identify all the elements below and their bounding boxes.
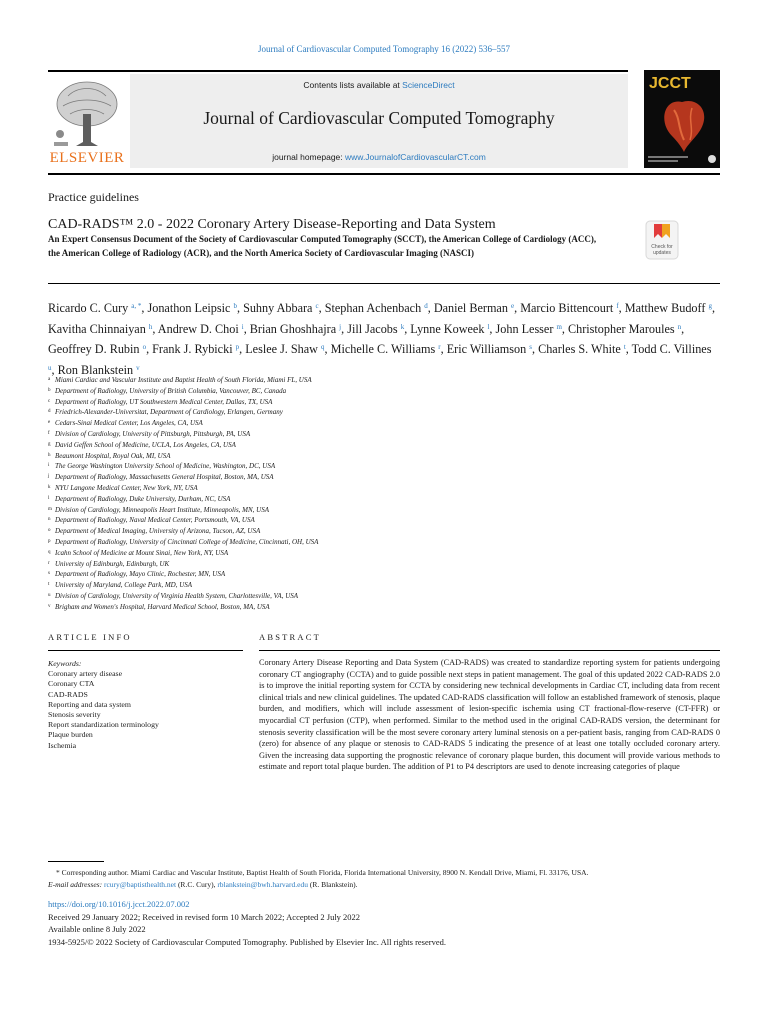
author[interactable] [331, 342, 441, 356]
author[interactable] [147, 301, 236, 315]
publication-info [48, 898, 720, 948]
affiliation [48, 397, 720, 408]
affiliation-letter: p [48, 538, 51, 544]
affiliation-letter: k [48, 484, 51, 490]
keyword: CAD-RADS [48, 689, 88, 699]
homepage-prefix: journal homepage: [272, 152, 345, 162]
affiliation-letter: o [48, 528, 51, 534]
affiliation [48, 559, 720, 570]
crossmark-line2: updates [653, 250, 671, 256]
affiliation-text: Department of Radiology, Duke University, Durham, NC, USA [55, 494, 231, 503]
affiliation-letter: t [48, 582, 50, 588]
keyword: Ischemia [48, 740, 77, 750]
author-name: Jill Jacobs [347, 321, 398, 336]
author-affiliation-marker[interactable]: i [241, 322, 244, 331]
affiliation [48, 548, 720, 559]
affiliation [48, 375, 720, 386]
affiliation [48, 461, 720, 472]
author-name: Ron Blankstein [57, 362, 134, 377]
author[interactable] [520, 301, 618, 315]
author-affiliation-marker[interactable]: l [487, 322, 490, 331]
author-affiliation-marker[interactable]: b [233, 302, 237, 310]
author[interactable] [48, 342, 146, 356]
keyword: Stenosis severity [48, 710, 101, 720]
author[interactable] [152, 342, 239, 356]
author-affiliation-marker[interactable]: g [708, 302, 712, 310]
abstract-text: Coronary Artery Disease Reporting and Data System (CAD-RADS) was created to standardize reporting system for patients undergoing coronary CT angiography (CCTA) and to guide possible next steps in patient management. The goal of this updated 2022 CAD-RADS 2.0 is to improve the initial reporting system for CCTA by considering new technical developments in Cardiac CT, including data from recent clinical trials and new clinical guidelines. The updated CAD-RADS classification will follow an established framework of stenosis, plaque burden, and modifiers, which will include assessment of lesion-specific ischemia using CT fractional-flow-reserve (CT-FFR) or myocardial CT perfusion (CTP), when performed. Similar to the method used in the original CAD-RADS version, the determinant for stenosis severity classification will be the most severe coronary artery luminal stenosis on a per-patient basis, ranging from CAD-RADS 0 (zero) for absence of any plaque or stenosis to CAD-RADS 5 indicating the presence of at least one totally occluded coronary artery. Given the increasing data supporting the prognostic relevance of coronary plaque burden, this document will provide various methods to estimate and report total plaque burden. The addition of P1 to P4 descriptors are used to denote increasing categories of plaque [259, 658, 720, 772]
author[interactable] [158, 322, 244, 336]
affiliation-list [48, 375, 720, 613]
affiliation-text: Department of Radiology, UT Southwestern Medical Center, Dallas, TX, USA [55, 397, 273, 406]
affiliation-letter: q [48, 549, 51, 555]
affiliation-letter: r [48, 560, 50, 566]
author[interactable] [48, 301, 141, 315]
author-affiliation-marker[interactable]: o [142, 343, 147, 351]
author-name: Frank J. Rybicki [152, 342, 233, 356]
abstract-rule [259, 650, 720, 651]
affiliation-text: Department of Radiology, Mayo Clinic, Rochester, MN, USA [55, 570, 226, 579]
elsevier-wordmark: ELSEVIER [49, 150, 125, 166]
affiliation [48, 505, 720, 516]
author-name: Andrew D. Choi [157, 321, 239, 336]
elsevier-tree-icon [48, 76, 126, 148]
author-affiliation-marker[interactable]: v [136, 363, 140, 372]
affiliation-letter: s [48, 571, 50, 577]
affiliation-letter: v [48, 603, 51, 609]
author-affiliation-marker[interactable]: n [677, 322, 682, 331]
author[interactable] [447, 342, 532, 356]
author-name: John Lesser [495, 321, 554, 336]
affiliation [48, 537, 720, 548]
author-name: Christopher Maroules [568, 321, 675, 336]
author-list: Ricardo C. Cury $^{a, *}$, Jonathon Leipsic $^b$, Suhny Abbara $^c$, Stephan Achenbach $^d$, Daniel Berman $^e$, Marcio Bittencourt $^f$, Matthew Budoff $^g$, Kavitha Chinnaiyan $^h$, Andrew D. Choi $^i$, Brian Ghoshhajra $^j$, Jill Jacobs $^k$, Lynne Koweek $^l$, John Lesser $^m$, Christopher Maroules $^n$, Geoffrey D. Rubin $^o$, Frank J. Rybicki $^p$, Leslee J. Shaw $^q$, Michelle C. Williams $^r$, Eric Williamson $^s$, Charles S. White $^t$, Todd C. Villines $^u$, Ron Blankstein $^v$ [48, 301, 716, 377]
affiliation-text: The George Washington University School of Medicine, Washington, DC, USA [55, 462, 276, 471]
author-affiliation-marker[interactable]: t [623, 343, 626, 351]
author-name: Todd C. Villines [631, 342, 712, 356]
affiliation-letter: u [48, 592, 51, 598]
affiliation [48, 580, 720, 591]
homepage-line [130, 152, 628, 162]
affiliation-text: Department of Radiology, University of Cincinnati College of Medicine, Cincinnati, OH, USA [55, 537, 319, 546]
author-name: Geoffrey D. Rubin [48, 342, 140, 356]
keyword: Report standardization terminology [48, 720, 159, 730]
author[interactable] [410, 322, 489, 336]
author-name: Lynne Koweek [410, 321, 485, 336]
keyword: Plaque burden [48, 730, 93, 740]
affiliation-text: University of Maryland, College Park, MD, USA [55, 581, 193, 590]
contents-line [130, 80, 628, 90]
affiliation-text: NYU Langone Medical Center, New York, NY, USA [55, 483, 198, 492]
author[interactable] [48, 322, 152, 336]
affiliation [48, 429, 720, 440]
article-type: Practice guidelines [48, 190, 139, 204]
author-affiliation-marker[interactable]: q [321, 343, 325, 351]
top-rule [48, 70, 628, 72]
affiliation-letter: g [48, 441, 51, 447]
affiliation-text: Miami Cardiac and Vascular Institute and Baptist Health of South Florida, Miami FL, USA [55, 376, 312, 384]
affiliation-letter: m [48, 506, 52, 512]
footnote-rule [48, 861, 104, 862]
affiliation [48, 483, 720, 494]
author-affiliation-marker[interactable]: d [424, 302, 428, 310]
email-label: E-mail addresses: [48, 879, 103, 889]
email-link-cury[interactable]: rcury@baptisthealth.net [103, 879, 177, 889]
author-name: Brian Ghoshhajra [249, 321, 337, 336]
check-for-updates-button[interactable] [645, 220, 679, 260]
affiliation-letter: b [48, 387, 51, 393]
affiliation-text: Department of Radiology, Massachusetts General Hospital, Boston, MA, USA [55, 473, 274, 482]
affiliation [48, 602, 720, 613]
author-affiliation-marker[interactable]: f [616, 302, 619, 310]
title-rule [48, 283, 720, 284]
affiliation [48, 526, 720, 537]
contents-prefix: Contents lists available at [303, 80, 403, 90]
keyword: Coronary artery disease [48, 669, 123, 679]
article-title: CAD-RADS™ 2.0 - 2022 Coronary Artery Disease-Reporting and Data System [48, 217, 496, 232]
affiliation-letter: a [48, 377, 51, 382]
doi-link[interactable]: https://doi.org/10.1016/j.jcct.2022.07.002 [48, 899, 190, 909]
affiliation [48, 591, 720, 602]
email-line [48, 879, 720, 891]
author[interactable] [347, 322, 404, 336]
copyright-line: 1934-5925/© 2022 Society of Cardiovascular Computed Tomography. Published by Elsevier Inc. All rights reserved. [48, 936, 446, 947]
author-affiliation-marker[interactable]: a, * [131, 302, 142, 310]
journal-title: Journal of Cardiovascular Computed Tomography [203, 108, 555, 128]
crossmark-icon [645, 220, 679, 260]
affiliation-text: Division of Cardiology, University of Pittsburgh, Pittsburgh, PA, USA [55, 429, 251, 438]
author-name: Daniel Berman [433, 301, 508, 315]
affiliation-letter: l [48, 495, 50, 501]
affiliation-text: Cedars-Sinai Medical Center, Los Angeles, CA, USA [55, 419, 203, 428]
article-info-heading: ARTICLE INFO [48, 632, 132, 642]
author-affiliation-marker[interactable]: j [339, 322, 342, 331]
author-name: Marcio Bittencourt [520, 301, 614, 315]
affiliation [48, 451, 720, 462]
affiliation-text: Friedrich-Alexander-Universitat, Department of Cardiology, Erlangen, Germany [55, 408, 283, 417]
affiliation-text: Department of Radiology, Naval Medical Center, Portsmouth, VA, USA [55, 516, 255, 525]
email-name-cury: (R.C. Cury), [176, 879, 218, 889]
online-date: Available online 8 July 2022 [48, 924, 146, 934]
author[interactable] [625, 301, 712, 315]
author-name: Eric Williamson [446, 342, 527, 356]
author[interactable] [325, 301, 428, 315]
affiliation [48, 494, 720, 505]
journal-cover-art [644, 70, 720, 168]
keyword-list [48, 669, 243, 751]
author-affiliation-marker[interactable]: e [510, 302, 515, 310]
keywords-block [48, 659, 243, 751]
keyword: Reporting and data system [48, 699, 131, 709]
footnotes [48, 867, 720, 890]
author[interactable] [434, 301, 514, 315]
author-name: Michelle C. Williams [330, 342, 436, 356]
crossmark-line1: Check for [651, 244, 673, 250]
affiliation-text: Department of Radiology, University of British Columbia, Vancouver, BC, Canada [55, 386, 287, 395]
author-affiliation-marker[interactable]: m [556, 322, 562, 331]
affiliation [48, 407, 720, 418]
author-affiliation-marker[interactable]: r [438, 343, 441, 351]
article-info-rule [48, 650, 243, 651]
affiliation-letter: c [48, 398, 51, 404]
journal-reference[interactable]: Journal of Cardiovascular Computed Tomography 16 (2022) 536–557 [258, 44, 510, 54]
author-name: Ricardo C. Cury [48, 301, 129, 315]
author-name: Jonathon Leipsic [147, 301, 231, 315]
affiliation [48, 472, 720, 483]
author[interactable] [538, 342, 626, 356]
affiliation-letter: n [48, 517, 51, 523]
affiliation-text: Beaumont Hospital, Royal Oak, MI, USA [55, 451, 171, 460]
sciencedirect-link[interactable]: ScienceDirect [402, 80, 455, 90]
homepage-link[interactable]: www.JournalofCardiovascularCT.com [345, 152, 486, 162]
affiliation-letter: j [48, 474, 50, 480]
cover-title: JCCT [649, 75, 691, 92]
author[interactable] [496, 322, 562, 336]
affiliation-text: University of Edinburgh, Edinburgh, UK [55, 559, 170, 568]
masthead-bottom-rule [48, 173, 720, 175]
affiliation-letter: e [48, 420, 51, 426]
author-name: Charles S. White [538, 342, 621, 356]
corresponding-author-note: * Corresponding author. Miami Cardiac and Vascular Institute, Baptist Health of South Florida, Florida International University, 8900 N. Kendall Drive, Miami, Fl. 33176, USA. [56, 868, 589, 877]
affiliation [48, 515, 720, 526]
author-name: Stephan Achenbach [324, 301, 422, 315]
author[interactable] [250, 322, 341, 336]
author[interactable] [243, 301, 319, 315]
affiliation-text: Brigham and Women's Hospital, Harvard Medical School, Boston, MA, USA [55, 602, 270, 611]
affiliation [48, 386, 720, 397]
affiliation [48, 569, 720, 580]
affiliation-text: Department of Medical Imaging, University of Arizona, Tucson, AZ, USA [55, 527, 261, 536]
affiliation-letter: i [48, 463, 50, 469]
affiliation-letter: h [48, 452, 51, 458]
author-name: Suhny Abbara [243, 301, 313, 315]
abstract-heading: ABSTRACT [259, 632, 321, 642]
author[interactable] [245, 342, 324, 356]
author-affiliation-marker[interactable]: c [315, 302, 319, 310]
affiliation-text: David Geffen School of Medicine, UCLA, Los Angeles, CA, USA [55, 440, 236, 449]
email-link-blankstein[interactable]: rblankstein@bwh.harvard.edu [217, 879, 308, 889]
affiliation [48, 440, 720, 451]
author-affiliation-marker[interactable]: u [48, 363, 52, 372]
keyword: Coronary CTA [48, 679, 95, 689]
author-name: Leslee J. Shaw [245, 342, 318, 356]
affiliation-text: Division of Cardiology, Minneapolis Heart Institute, Minneapolis, MN, USA [55, 505, 270, 514]
email-name-blankstein: (R. Blankstein). [307, 879, 358, 889]
keywords-label: Keywords: [48, 659, 82, 668]
author[interactable] [568, 322, 681, 336]
author-affiliation-marker[interactable]: k [400, 322, 405, 331]
author-name: Kavitha Chinnaiyan [48, 321, 146, 336]
author-name: Matthew Budoff [624, 301, 706, 315]
history-line: Received 29 January 2022; Received in revised form 10 March 2022; Accepted 2 July 2022 [48, 911, 361, 922]
author-affiliation-marker[interactable]: s [529, 343, 532, 351]
affiliation-letter: f [48, 430, 50, 436]
article-subtitle: An Expert Consensus Document of the Society of Cardiovascular Computed Tomography (SCCT), the American College of Cardiology (ACC), the American College of Radiology (ACR), and the North America Society of Cardiovascular Imaging (NASCI) [48, 234, 597, 258]
affiliation [48, 418, 720, 429]
affiliation-letter: d [48, 409, 51, 415]
journal-cover[interactable] [644, 70, 720, 168]
author-affiliation-marker[interactable]: p [235, 343, 240, 351]
affiliation-text: Icahn School of Medicine at Mount Sinai, New York, NY, USA [55, 548, 229, 557]
author-affiliation-marker[interactable]: h [148, 322, 153, 331]
affiliation-text: Division of Cardiology, University of Virginia Health System, Charlottesville, VA, USA [55, 591, 299, 600]
